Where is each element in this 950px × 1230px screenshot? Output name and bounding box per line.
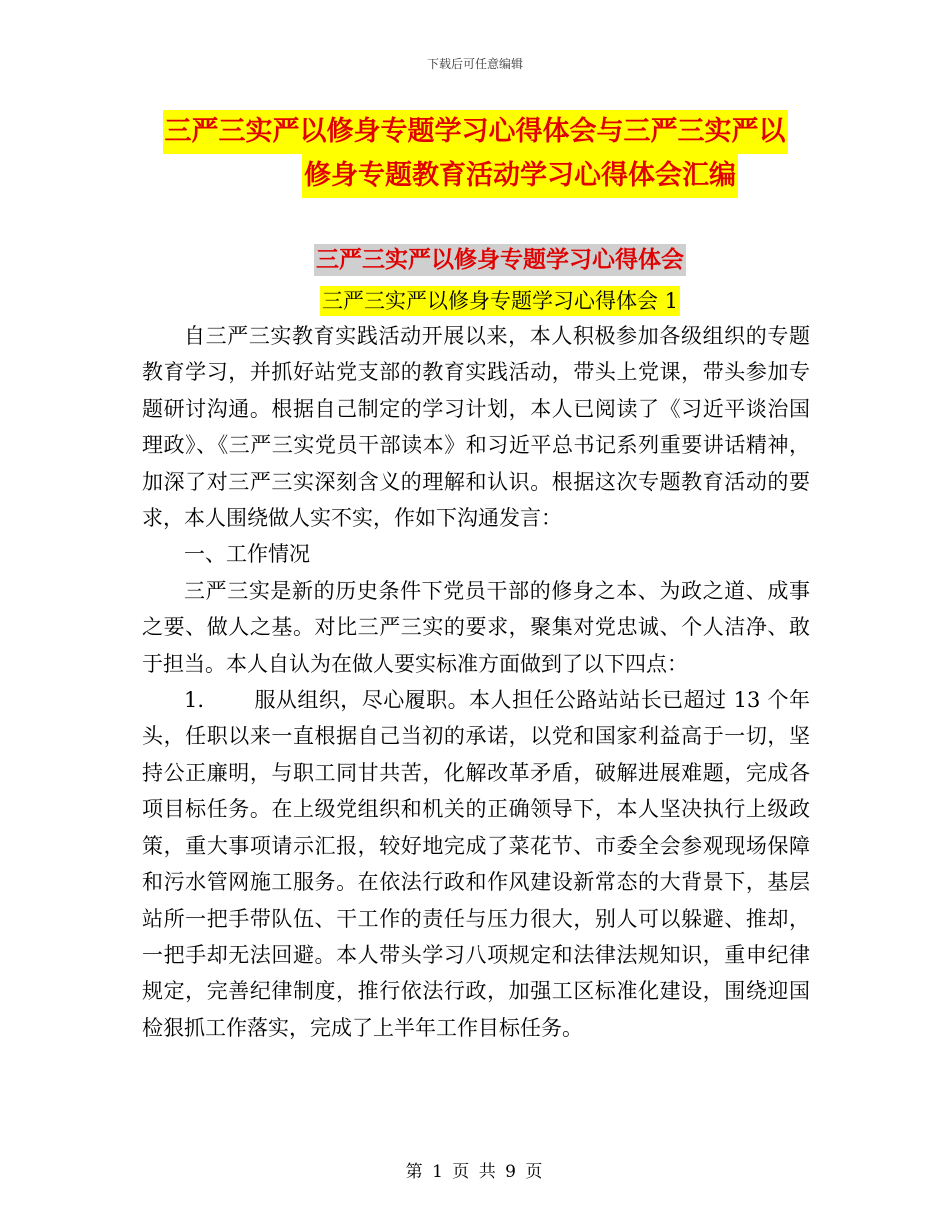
list-number: 1.: [184, 688, 205, 713]
header-note: 下载后可任意编辑: [426, 57, 523, 71]
sub-heading-text: 三严三实严以修身专题学习心得体会 1: [320, 286, 680, 316]
body-text: [142, 318, 810, 1046]
sub-heading: [0, 286, 950, 316]
main-title-line-2: 修身专题教育活动学习心得体会汇编: [302, 154, 738, 198]
paragraph-3: 三严三实是新的历史条件下党员干部的修身之本、为政之道、成事之要、做人之基。对比三严三实的要求，聚集对党忠诚、个人洁净、敢于担当。本人自认为在做人要实标准方面做到了以下四点：: [142, 578, 810, 676]
main-title-line-1: 三严三实严以修身专题学习心得体会与三严三实严以: [163, 110, 788, 154]
page-footer: 第 1 页 共 9 页: [405, 1162, 545, 1182]
paragraph-4: [142, 682, 810, 1046]
paragraph-4-text: 服从组织，尽心履职。本人担任公路站站长已超过 13 个年头，任职以来一直根据自己当初的承诺，以党和国家利益高于一切，坚持公正廉明，与职工同甘共苦，化解改革矛盾，破解进展难题，完成各项目标任务。在上级党组织和机关的正确领导下，本人坚决执行上级政策，重大事项请示汇报，较好地完成了菜花节、市委全会参观现场保障和污水管网施工服务。在依法行政和作风建设新常态的大背景下，基层站所一把手带队伍、干工作的责任与压力很大，别人可以躲避、推却，一把手却无法回避。本人带头学习八项规定和法律法规知识，重申纪律规定，完善纪律制度，推行依法行政，加强工区标准化建设，围绕迎国检狠抓工作落实，完成了上半年工作目标任务。: [142, 688, 810, 1040]
paragraph-1: 自三严三实教育实践活动开展以来，本人积极参加各级组织的专题教育学习，并抓好站党支部的教育实践活动，带头上党课，带头参加专题研讨沟通。根据自己制定的学习计划，本人已阅读了《习近平谈治国理政》、《三严三实党员干部读本》和习近平总书记系列重要讲话精神，加深了对三严三实深刻含义的理解和认识。根据这次专题教育活动的要求，本人围绕做人实不实，作如下沟通发言：: [142, 324, 810, 531]
paragraph-2: 一、工作情况: [184, 542, 310, 567]
section-heading: [0, 244, 950, 276]
section-heading-text: 三严三实严以修身专题学习心得体会: [314, 244, 686, 276]
main-title: [0, 110, 950, 198]
